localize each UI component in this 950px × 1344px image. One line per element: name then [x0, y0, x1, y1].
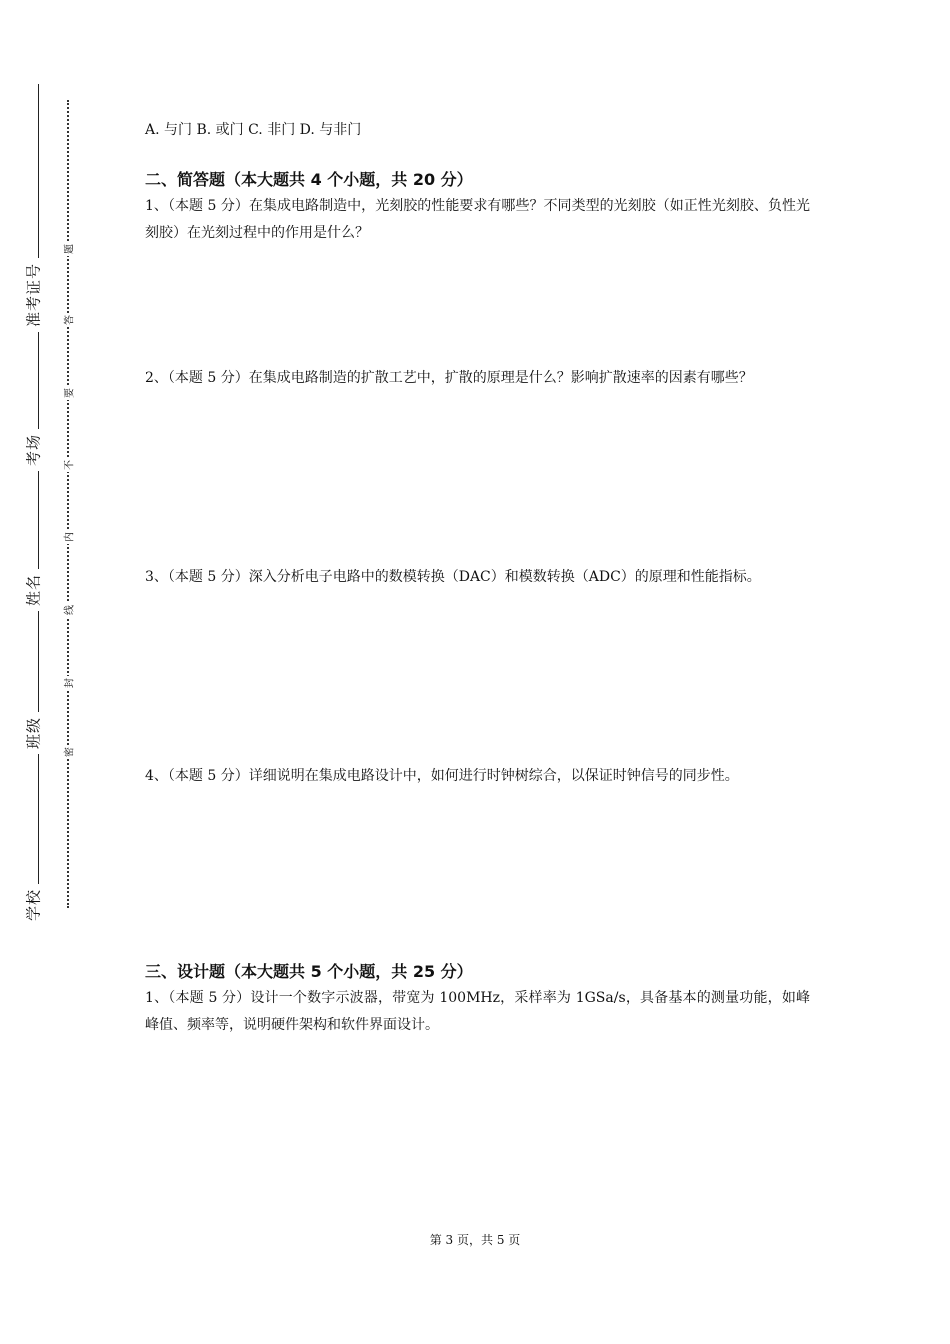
exam-room-label: 考场 — [23, 429, 44, 471]
class-label: 班级 — [23, 712, 44, 754]
exam-number-label: 准考证号 — [23, 258, 44, 332]
seal-warning-char: 要 — [61, 386, 76, 400]
seal-warning-char: 密 — [61, 745, 76, 759]
binding-dotted-line — [67, 100, 69, 908]
seal-warning-char: 题 — [61, 242, 76, 256]
section-3-title: 三、设计题（本大题共 5 个小题，共 25 分） — [145, 962, 473, 981]
name-label: 姓名 — [23, 569, 44, 611]
page-number-footer: 第 3 页，共 5 页 — [429, 1233, 521, 1247]
binding-solid-line — [38, 84, 39, 924]
section-2-question-3: 3、（本题 5 分）深入分析电子电路中的数模转换（DAC）和模数转换（ADC）的原理和性能指标。 — [145, 569, 761, 585]
seal-warning-char: 不 — [61, 458, 76, 472]
seal-warning-char: 内 — [61, 530, 76, 544]
exam-content — [145, 117, 810, 1039]
section-3-question-1: 1、（本题 5 分）设计一个数字示波器，带宽为 100MHz，采样率为 1GSa/s，具备基本的测量功能，如峰峰值、频率等，说明硬件架构和软件界面设计。 — [145, 990, 810, 1033]
seal-warning-char: 答 — [61, 313, 76, 327]
section-2-question-1: 1、（本题 5 分）在集成电路制造中，光刻胶的性能要求有哪些？不同类型的光刻胶（如正性光刻胶、负性光刻胶）在光刻过程中的作用是什么？ — [145, 198, 810, 241]
seal-warning-char: 线 — [61, 603, 76, 617]
section-2-question-2: 2、（本题 5 分）在集成电路制造的扩散工艺中，扩散的原理是什么？影响扩散速率的因素有哪些？ — [145, 370, 753, 386]
seal-warning-char: 封 — [61, 676, 76, 690]
section-2-title: 二、简答题（本大题共 4 个小题，共 20 分） — [145, 170, 473, 189]
section-2-question-4: 4、（本题 5 分）详细说明在集成电路设计中，如何进行时钟树综合，以保证时钟信号的同步性。 — [145, 768, 739, 784]
choice-options-line: A. 与门 B. 或门 C. 非门 D. 与非门 — [145, 122, 362, 138]
school-label: 学校 — [23, 884, 44, 926]
